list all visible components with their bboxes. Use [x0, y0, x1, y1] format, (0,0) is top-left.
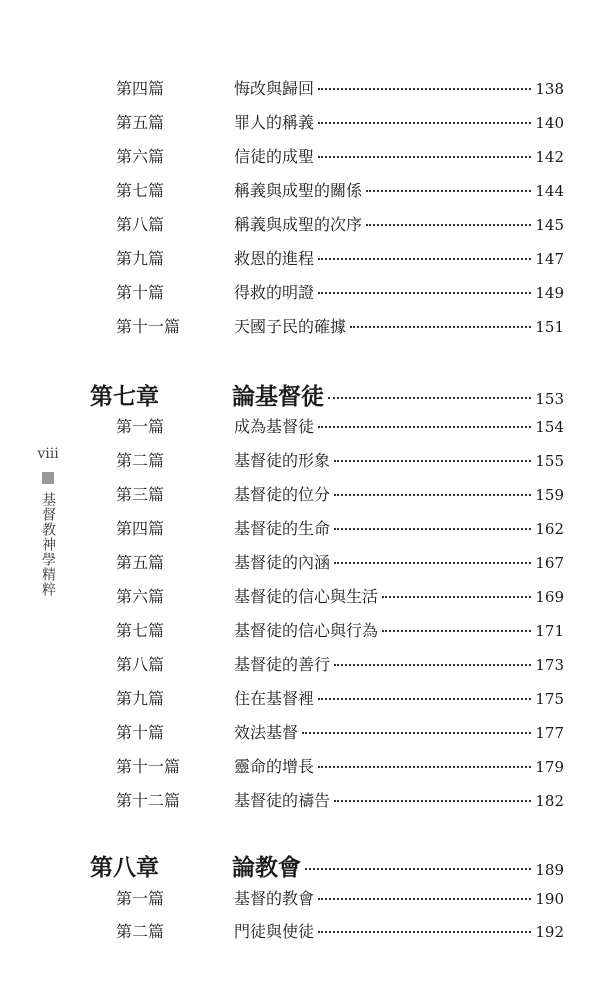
section-page-number: 154 [535, 418, 564, 436]
chapter-page-number: 189 [535, 861, 564, 879]
section-page-number: 140 [535, 114, 564, 132]
dot-leader [318, 426, 531, 428]
section-page-number: 173 [535, 656, 564, 674]
section-entry[interactable] [116, 178, 564, 202]
dot-leader [318, 156, 531, 158]
section-entry[interactable] [116, 550, 564, 574]
dot-leader [318, 88, 531, 90]
section-entry[interactable] [116, 448, 564, 472]
section-page-number: 190 [535, 890, 564, 908]
section-label: 第二篇 [116, 451, 165, 470]
section-label: 第九篇 [116, 249, 165, 268]
dot-leader [318, 292, 531, 294]
section-entry[interactable] [116, 144, 564, 168]
section-entry[interactable] [116, 652, 564, 676]
section-title: 罪人的稱義 [234, 113, 315, 132]
section-label: 第五篇 [116, 553, 165, 572]
section-title: 基督徒的信心與生活 [234, 587, 379, 606]
section-title: 基督的教會 [234, 889, 315, 908]
section-title: 天國子民的確據 [234, 317, 347, 336]
section-page-number: 151 [535, 318, 564, 336]
dot-leader [350, 326, 531, 328]
dot-leader [318, 258, 531, 260]
dot-leader [334, 528, 531, 530]
section-entry[interactable] [116, 110, 564, 134]
section-label: 第六篇 [116, 147, 165, 166]
section-page-number: 182 [535, 792, 564, 810]
section-label: 第四篇 [116, 79, 165, 98]
section-label: 第十篇 [116, 283, 165, 302]
section-label: 第七篇 [116, 181, 165, 200]
section-title: 基督徒的生命 [234, 519, 331, 538]
chapter-label: 第七章 [90, 383, 159, 410]
dot-leader [318, 766, 531, 768]
section-entry[interactable] [116, 618, 564, 642]
section-title: 靈命的增長 [234, 757, 315, 776]
dot-leader [334, 494, 531, 496]
section-label: 第一篇 [116, 889, 165, 908]
dot-leader [318, 122, 531, 124]
section-page-number: 145 [535, 216, 564, 234]
section-entry[interactable] [116, 280, 564, 304]
section-page-number: 162 [535, 520, 564, 538]
dot-leader [334, 460, 531, 462]
dot-leader [382, 596, 531, 598]
section-title: 住在基督裡 [234, 689, 315, 708]
section-entry[interactable] [116, 584, 564, 608]
section-title: 悔改與歸回 [234, 79, 315, 98]
square-marker-icon [42, 472, 54, 484]
section-label: 第八篇 [116, 655, 165, 674]
section-title: 效法基督 [234, 723, 299, 742]
section-page-number: 169 [535, 588, 564, 606]
section-title: 得救的明證 [234, 283, 315, 302]
section-entry[interactable] [116, 788, 564, 812]
page-number: viii [37, 446, 59, 462]
section-title: 基督徒的形象 [234, 451, 331, 470]
section-entry[interactable] [116, 720, 564, 744]
section-title: 基督徒的內涵 [234, 553, 331, 572]
chapter-page-number: 153 [535, 390, 564, 408]
section-entry[interactable] [116, 314, 564, 338]
dot-leader [318, 931, 531, 933]
section-page-number: 144 [535, 182, 564, 200]
section-entry[interactable] [116, 246, 564, 270]
running-book-title: 基督教神學精粹 [40, 492, 56, 597]
chapter-title: 論基督徒 [232, 383, 324, 410]
dot-leader [334, 800, 531, 802]
section-page-number: 142 [535, 148, 564, 166]
dot-leader [318, 698, 531, 700]
dot-leader [382, 630, 531, 632]
dot-leader [366, 224, 531, 226]
section-label: 第四篇 [116, 519, 165, 538]
section-label: 第十篇 [116, 723, 165, 742]
section-page-number: 167 [535, 554, 564, 572]
dot-leader [366, 190, 531, 192]
section-label: 第三篇 [116, 485, 165, 504]
section-page-number: 192 [535, 923, 564, 941]
dot-leader [305, 868, 531, 870]
dot-leader [334, 562, 531, 564]
dot-leader [318, 898, 531, 900]
section-title: 基督徒的位分 [234, 485, 331, 504]
section-page-number: 155 [535, 452, 564, 470]
section-title: 基督徒的禱告 [234, 791, 331, 810]
section-entry[interactable] [116, 686, 564, 710]
dot-leader [328, 397, 531, 399]
chapter-entry[interactable] [90, 378, 564, 410]
section-title: 稱義與成聖的次序 [234, 215, 363, 234]
section-entry[interactable] [116, 886, 564, 910]
section-label: 第五篇 [116, 113, 165, 132]
dot-leader [334, 664, 531, 666]
section-entry[interactable] [116, 414, 564, 438]
section-entry[interactable] [116, 919, 564, 943]
side-margin [36, 446, 60, 597]
section-title: 基督徒的善行 [234, 655, 331, 674]
section-page-number: 171 [535, 622, 564, 640]
section-label: 第十一篇 [116, 757, 181, 776]
section-title: 基督徒的信心與行為 [234, 621, 379, 640]
chapter-title: 論教會 [232, 854, 301, 881]
chapter-entry[interactable] [90, 849, 564, 881]
section-label: 第十二篇 [116, 791, 181, 810]
section-title: 稱義與成聖的關係 [234, 181, 363, 200]
section-page-number: 149 [535, 284, 564, 302]
section-title: 信徒的成聖 [234, 147, 315, 166]
section-title: 成為基督徒 [234, 417, 315, 436]
section-entry[interactable] [116, 754, 564, 778]
section-page-number: 138 [535, 80, 564, 98]
section-page-number: 159 [535, 486, 564, 504]
section-entry[interactable] [116, 212, 564, 236]
section-title: 救恩的進程 [234, 249, 315, 268]
section-page-number: 175 [535, 690, 564, 708]
section-entry[interactable] [116, 76, 564, 100]
section-label: 第二篇 [116, 922, 165, 941]
section-page-number: 179 [535, 758, 564, 776]
dot-leader [302, 732, 531, 734]
section-entry[interactable] [116, 516, 564, 540]
section-label: 第九篇 [116, 689, 165, 708]
section-label: 第七篇 [116, 621, 165, 640]
section-label: 第十一篇 [116, 317, 181, 336]
section-page-number: 177 [535, 724, 564, 742]
chapter-label: 第八章 [90, 854, 159, 881]
section-entry[interactable] [116, 482, 564, 506]
section-label: 第八篇 [116, 215, 165, 234]
section-page-number: 147 [535, 250, 564, 268]
section-label: 第六篇 [116, 587, 165, 606]
section-title: 門徒與使徒 [234, 922, 315, 941]
section-label: 第一篇 [116, 417, 165, 436]
